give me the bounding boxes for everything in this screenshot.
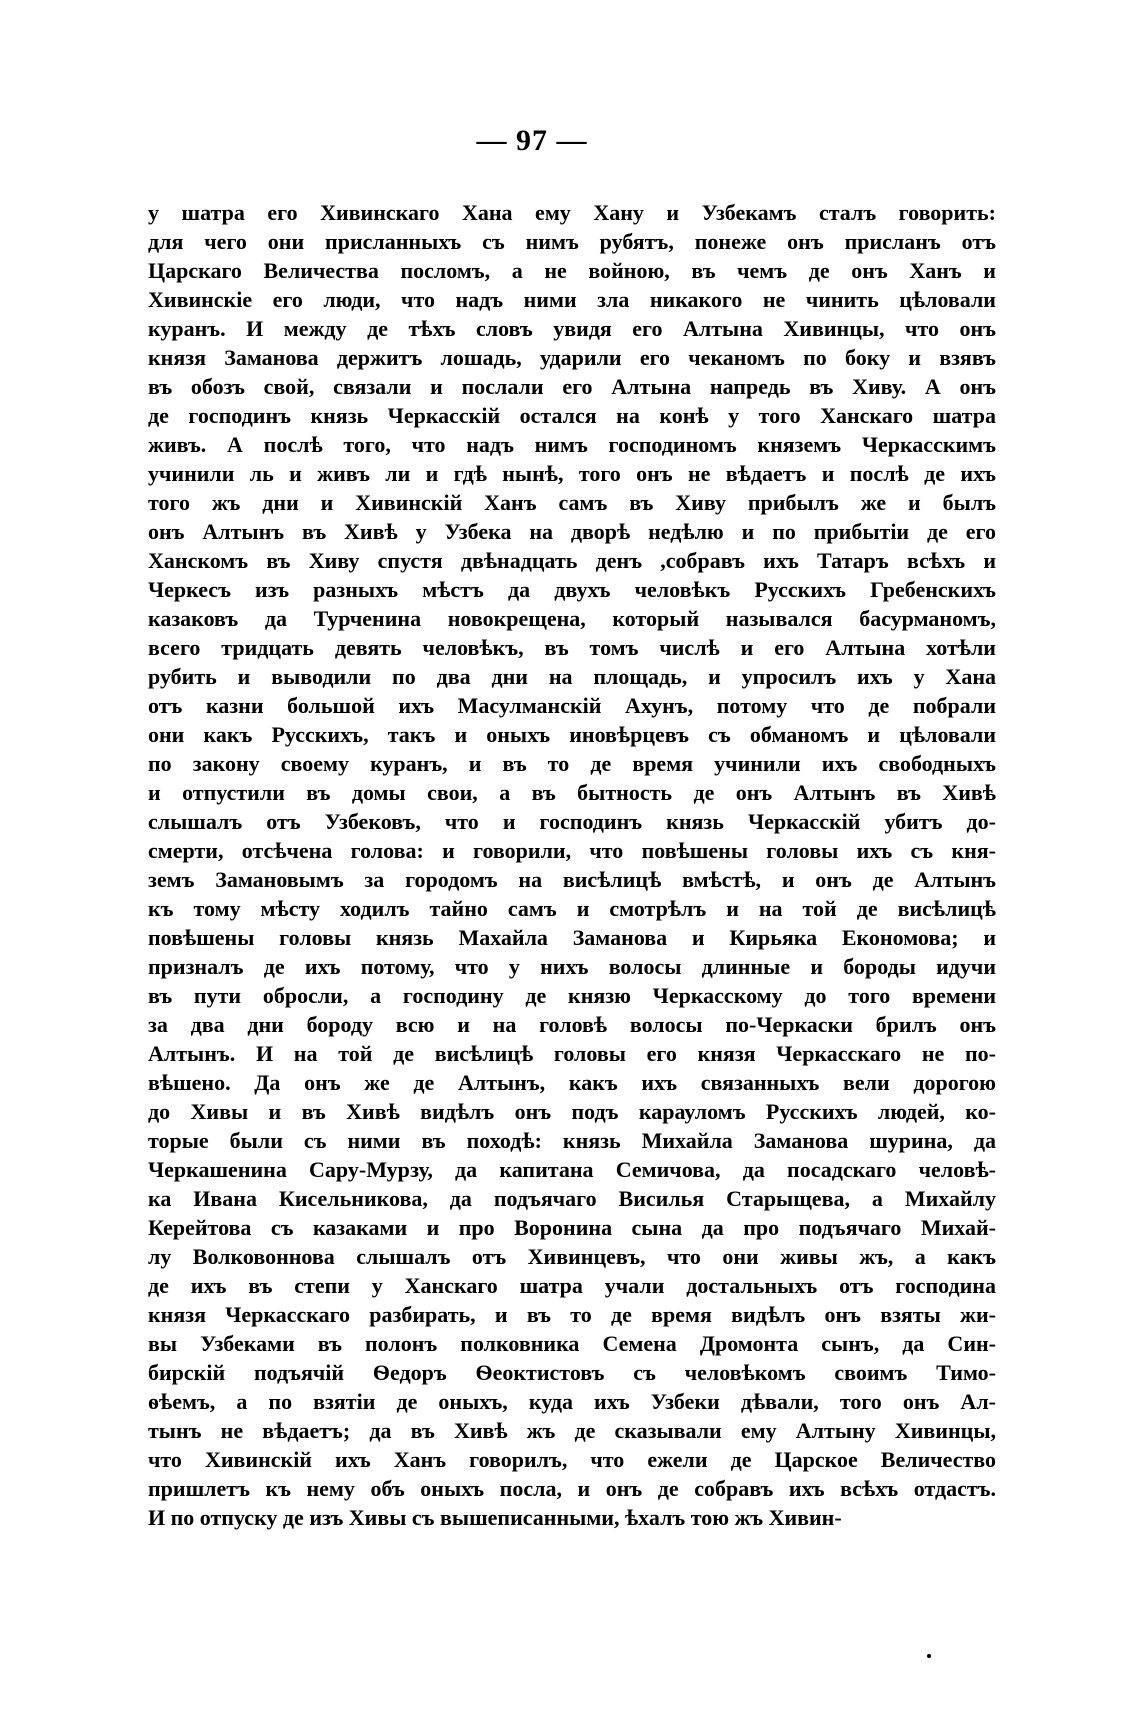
text-line: Черкашенина Сару-Мурзу, да капитана Семичова, да посадскаго человѣ- bbox=[148, 1157, 996, 1182]
text-line: Хивинскіе его люди, что надъ ними зла никакого не чинить цѣловали bbox=[148, 287, 996, 312]
text-line: Ханскомъ въ Хиву спустя двѣнадцать денъ ,собравъ ихъ Татаръ всѣхъ и bbox=[148, 548, 996, 573]
text-line: рубить и выводили по два дни на площадь, и упросилъ ихъ у Хана bbox=[148, 664, 996, 689]
text-line: призналъ де ихъ потому, что у нихъ волосы длинные и бороды идучи bbox=[148, 954, 996, 979]
text-line: учинили ль и живъ ли и гдѣ нынѣ, того онъ не вѣдаетъ и послѣ де ихъ bbox=[148, 461, 996, 486]
page-number: — 97 — bbox=[476, 124, 588, 157]
text-line: Царскаго Величества посломъ, а не войною, въ чемъ де онъ Ханъ и bbox=[148, 258, 996, 283]
text-line: И по отпуску де изъ Хивы съ вышеписанными, ѣхалъ тою жъ Хивин- bbox=[148, 1505, 842, 1530]
text-line: повѣшены головы князь Махайла Заманова и Кирьяка Економова; и bbox=[148, 925, 996, 950]
text-line: князя Черкасскаго разбирать, и въ то де время видѣлъ онъ взяты жи- bbox=[148, 1302, 996, 1327]
text-line: къ тому мѣсту ходилъ тайно самъ и смотрѣлъ и на той де висѣлицѣ bbox=[148, 896, 996, 921]
text-line: они какъ Русскихъ, такъ и оныхъ иновѣрцевъ съ обманомъ и цѣловали bbox=[148, 722, 996, 747]
text-line: того жъ дни и Хивинскій Ханъ самъ въ Хиву прибылъ же и былъ bbox=[148, 490, 996, 515]
text-line: пришлетъ къ нему объ оныхъ посла, и онъ де собравъ ихъ всѣхъ отдастъ. bbox=[148, 1476, 996, 1501]
text-line: Алтынъ. И на той де висѣлицѣ головы его князя Черкасскаго не по- bbox=[148, 1041, 996, 1066]
text-line: де ихъ въ степи у Ханскаго шатра учали достальныхъ отъ господина bbox=[148, 1273, 996, 1298]
text-line: Черкесъ изъ разныхъ мѣстъ да двухъ человѣкъ Русскихъ Гребенскихъ bbox=[148, 577, 996, 602]
text-line: земъ Замановымъ за городомъ на висѣлицѣ вмѣстѣ, и онъ де Алтынъ bbox=[148, 867, 996, 892]
text-line: вѣшено. Да онъ же де Алтынъ, какъ ихъ связанныхъ вели дорогою bbox=[148, 1070, 996, 1095]
text-line: и отпустили въ домы свои, а въ бытность де онъ Алтынъ въ Хивѣ bbox=[148, 780, 996, 805]
text-line: де господинъ князь Черкасскій остался на конѣ у того Ханскаго шатра bbox=[148, 403, 996, 428]
text-line: Керейтова съ казаками и про Воронина сына да про подъячаго Михай- bbox=[148, 1215, 996, 1240]
text-line: вы Узбеками въ полонъ полковника Семена Дромонта сынъ, да Син- bbox=[148, 1331, 996, 1356]
text-line: для чего они присланныхъ съ нимъ рубятъ, понеже онъ присланъ отъ bbox=[148, 229, 996, 254]
body-text bbox=[148, 198, 996, 1532]
print-speck bbox=[927, 1654, 931, 1658]
text-line: всего тридцать девять человѣкъ, въ томъ числѣ и его Алтына хотѣли bbox=[148, 635, 996, 660]
text-line: казаковъ да Турченина новокрещена, который назывался басурманомъ, bbox=[148, 606, 996, 631]
text-line: онъ Алтынъ въ Хивѣ у Узбека на дворѣ недѣлю и по прибытіи де его bbox=[148, 519, 996, 544]
text-line: слышалъ отъ Узбековъ, что и господинъ князь Черкасскій убитъ до- bbox=[148, 809, 996, 834]
text-line: до Хивы и въ Хивѣ видѣлъ онъ подъ карауломъ Русскихъ людей, ко- bbox=[148, 1099, 996, 1124]
text-line: бирскій подъячій Ѳедоръ Ѳеоктистовъ съ человѣкомъ своимъ Тимо- bbox=[148, 1360, 996, 1385]
text-line: въ пути обросли, а господину де князю Черкасскому до того времени bbox=[148, 983, 996, 1008]
text-line: за два дни бороду всю и на головѣ волосы по-Черкаски брилъ онъ bbox=[148, 1012, 996, 1037]
text-line: что Хивинскій ихъ Ханъ говорилъ, что ежели де Царское Величество bbox=[148, 1447, 996, 1472]
text-line: тынъ не вѣдаетъ; да въ Хивѣ жъ де сказывали ему Алтыну Хивинцы, bbox=[148, 1418, 996, 1443]
text-line: ѳѣемъ, а по взятіи де оныхъ, куда ихъ Узбеки дѣвали, того онъ Ал- bbox=[148, 1389, 996, 1414]
text-line: князя Заманова держитъ лошадь, ударили его чеканомъ по боку и взявъ bbox=[148, 345, 996, 370]
text-line: живъ. А послѣ того, что надъ нимъ господиномъ княземъ Черкасскимъ bbox=[148, 432, 996, 457]
text-line: лу Волковоннова слышалъ отъ Хивинцевъ, что они живы жъ, а какъ bbox=[148, 1244, 996, 1269]
text-line: по закону своему куранъ, и въ то де время учинили ихъ свободныхъ bbox=[148, 751, 996, 776]
text-line: куранъ. И между де тѣхъ словъ увидя его Алтына Хивинцы, что онъ bbox=[148, 316, 996, 341]
text-line: отъ казни большой ихъ Масулманскій Ахунъ, потому что де побрали bbox=[148, 693, 996, 718]
text-line: смерти, отсѣчена голова: и говорили, что повѣшены головы ихъ съ кня- bbox=[148, 838, 996, 863]
text-line: у шатра его Хивинскаго Хана ему Хану и Узбекамъ сталъ говорить: bbox=[148, 200, 996, 225]
text-line: въ обозъ свой, связали и послали его Алтына напредь въ Хиву. А онъ bbox=[148, 374, 996, 399]
text-line: ка Ивана Кисельникова, да подъячаго Висилья Старыщева, а Михайлу bbox=[148, 1186, 996, 1211]
text-line: торые были съ ними въ походѣ: князь Михайла Заманова шурина, да bbox=[148, 1128, 996, 1153]
